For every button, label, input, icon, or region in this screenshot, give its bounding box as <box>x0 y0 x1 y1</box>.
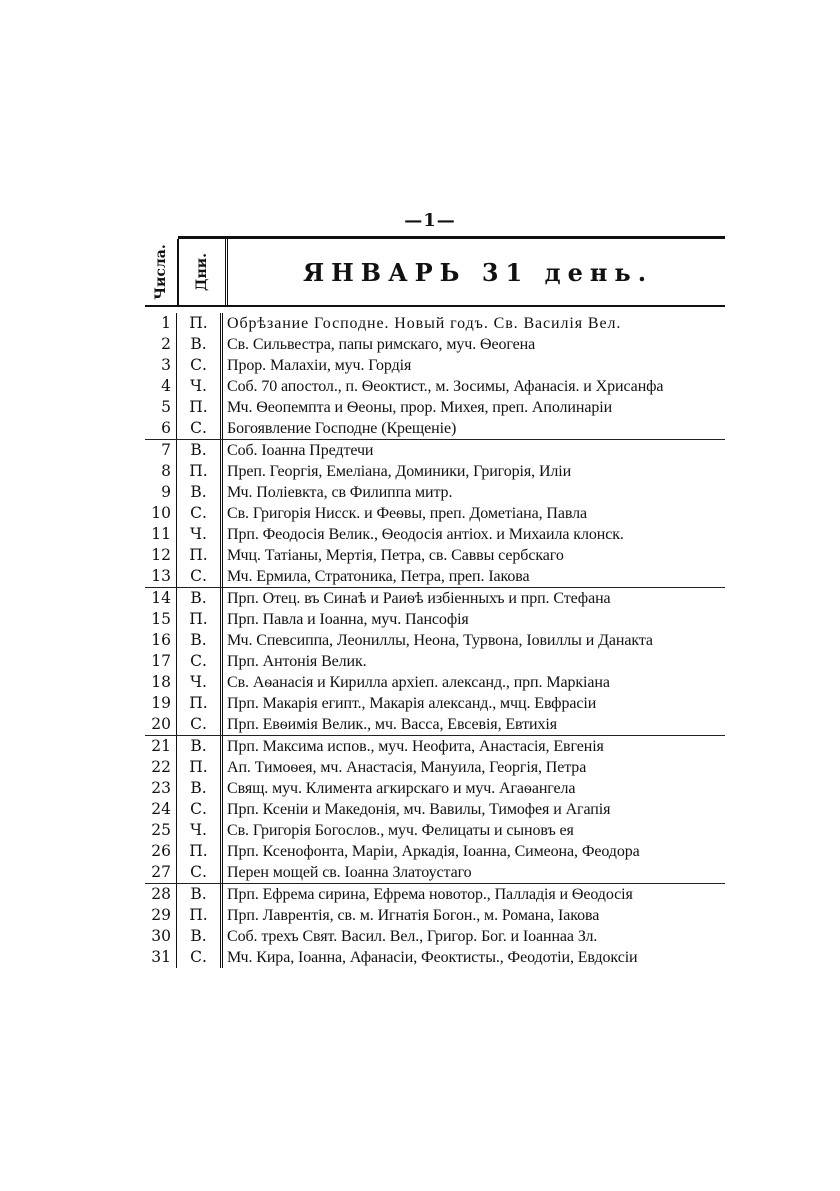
day-row <box>145 905 725 926</box>
week-block <box>145 736 725 884</box>
day-row <box>145 313 725 334</box>
feast-description: Прп. Ефрема сирина, Ефрема новотор., Палладія и Ѳеодосія <box>227 886 633 903</box>
weekday-abbr: П. <box>177 905 223 926</box>
day-number: 25 <box>145 820 177 841</box>
day-number: 18 <box>145 672 177 693</box>
day-number: 19 <box>145 693 177 714</box>
day-row <box>145 714 725 735</box>
day-number: 7 <box>145 440 177 461</box>
feast-description: Мч. Кира, Іоанна, Афанасіи, Феоктисты., Феодотіи, Евдоксіи <box>227 949 638 966</box>
header-numbers-column <box>145 239 179 305</box>
weekday-abbr: В. <box>177 482 223 503</box>
page-number: —1— <box>404 210 456 231</box>
feast-description: Св. Аѳанасія и Кирилла архіеп. александ., прп. Маркіана <box>227 674 610 691</box>
day-row <box>145 545 725 566</box>
day-number: 31 <box>145 947 177 968</box>
feast-description: Обрѣзание Господне. Новый годъ. Св. Василія Вел. <box>227 315 622 332</box>
day-number: 27 <box>145 862 177 883</box>
feast-description: Свящ. муч. Климента агкирскаго и муч. Агаѳангела <box>227 780 576 797</box>
day-row <box>145 334 725 355</box>
weekday-abbr: С. <box>177 714 223 735</box>
day-number: 17 <box>145 651 177 672</box>
weekday-abbr: П. <box>177 757 223 778</box>
header-numbers-label: Числа. <box>153 244 169 300</box>
weekday-abbr: С. <box>177 651 223 672</box>
weekday-abbr: С. <box>177 566 223 587</box>
weekday-abbr: С. <box>177 418 223 439</box>
day-number: 5 <box>145 397 177 418</box>
weekday-abbr: В. <box>177 334 223 355</box>
day-row <box>145 440 725 461</box>
feast-description: Мч. Ермила, Стратоника, Петра, преп. Іакова <box>227 568 530 585</box>
feast-description: Прп. Отец. въ Синаѣ и Раиѳѣ избіенныхъ и прп. Стефана <box>227 590 611 607</box>
day-row <box>145 947 725 968</box>
weekday-abbr: Ч. <box>177 820 223 841</box>
feast-description: Преп. Георгія, Емеліана, Доминики, Григорія, Иліи <box>227 463 572 480</box>
weekday-abbr: Ч. <box>177 376 223 397</box>
day-row <box>145 926 725 947</box>
feast-description: Прп. Максима испов., муч. Неофита, Анастасія, Евгенія <box>227 738 604 755</box>
feast-description: Прп. Евѳимія Велик., мч. Васса, Евсевія, Евтихія <box>227 716 557 733</box>
feast-description: Перен мощей св. Іоанна Златоустаго <box>227 864 472 881</box>
day-number: 30 <box>145 926 177 947</box>
day-row <box>145 418 725 439</box>
weekday-abbr: Ч. <box>177 524 223 545</box>
weekday-abbr: С. <box>177 503 223 524</box>
day-row <box>145 588 725 609</box>
feast-description: Прп. Макарія египт., Макарія александ., мчц. Евфрасіи <box>227 695 597 712</box>
header-days-column <box>179 239 228 305</box>
day-row <box>145 566 725 587</box>
day-row <box>145 778 725 799</box>
week-block <box>145 440 725 588</box>
weekday-abbr: П. <box>177 545 223 566</box>
day-row <box>145 524 725 545</box>
day-row <box>145 630 725 651</box>
day-row <box>145 397 725 418</box>
day-number: 14 <box>145 588 177 609</box>
feast-description: Прп. Феодосія Велик., Ѳеодосія антіох. и Михаила клонск. <box>227 526 624 543</box>
day-number: 21 <box>145 736 177 757</box>
weekday-abbr: С. <box>177 355 223 376</box>
day-number: 13 <box>145 566 177 587</box>
weekday-abbr: В. <box>177 926 223 947</box>
feast-description: Мчц. Татіаны, Мертія, Петра, св. Саввы сербскаго <box>227 547 564 564</box>
day-row <box>145 757 725 778</box>
day-row <box>145 841 725 862</box>
feast-description: Мч. Спевсиппа, Леониллы, Неона, Турвона, Іовиллы и Данакта <box>227 632 653 649</box>
january-calendar-table <box>145 236 725 968</box>
feast-description: Мч. Поліевкта, св Филиппа митр. <box>227 484 453 501</box>
day-row <box>145 862 725 883</box>
day-row <box>145 503 725 524</box>
day-row <box>145 799 725 820</box>
day-number: 3 <box>145 355 177 376</box>
feast-description: Прп. Антонія Велик. <box>227 653 367 670</box>
weekday-abbr: П. <box>177 609 223 630</box>
day-number: 2 <box>145 334 177 355</box>
weekday-abbr: Ч. <box>177 672 223 693</box>
day-number: 23 <box>145 778 177 799</box>
weekday-abbr: В. <box>177 630 223 651</box>
day-number: 24 <box>145 799 177 820</box>
month-rows <box>145 313 725 968</box>
feast-description: Мч. Ѳеопемпта и Ѳеоны, прор. Михея, преп. Аполинаріи <box>227 399 613 416</box>
weekday-abbr: П. <box>177 693 223 714</box>
feast-description: Прп. Павла и Іоанна, муч. Пансофія <box>227 611 469 628</box>
day-number: 4 <box>145 376 177 397</box>
weekday-abbr: В. <box>177 884 223 905</box>
day-row <box>145 736 725 757</box>
feast-description: Соб. трехъ Свят. Васил. Вел., Григор. Бог. и Іоаннаа Зл. <box>227 928 598 945</box>
day-number: 29 <box>145 905 177 926</box>
feast-description: Св. Сильвестра, папы римскаго, муч. Ѳеогена <box>227 336 536 353</box>
day-row <box>145 355 725 376</box>
day-number: 8 <box>145 461 177 482</box>
table-header <box>145 239 725 307</box>
day-row <box>145 609 725 630</box>
day-number: 10 <box>145 503 177 524</box>
weekday-abbr: В. <box>177 778 223 799</box>
weekday-abbr: В. <box>177 736 223 757</box>
feast-description: Богоявление Господне (Крещеніе) <box>227 420 457 437</box>
day-row <box>145 693 725 714</box>
day-row <box>145 482 725 503</box>
weekday-abbr: П. <box>177 397 223 418</box>
week-block <box>145 884 725 968</box>
day-row <box>145 672 725 693</box>
day-number: 6 <box>145 418 177 439</box>
day-number: 26 <box>145 841 177 862</box>
day-row <box>145 376 725 397</box>
day-number: 11 <box>145 524 177 545</box>
feast-description: Соб. Іоанна Предтечи <box>227 442 374 459</box>
week-block <box>145 588 725 736</box>
day-number: 15 <box>145 609 177 630</box>
weekday-abbr: С. <box>177 862 223 883</box>
day-row <box>145 884 725 905</box>
day-number: 20 <box>145 714 177 735</box>
feast-description: Ап. Тимоѳея, мч. Анастасія, Мануила, Георгія, Петра <box>227 759 587 776</box>
day-number: 1 <box>145 313 177 334</box>
weekday-abbr: С. <box>177 947 223 968</box>
day-number: 22 <box>145 757 177 778</box>
weekday-abbr: В. <box>177 588 223 609</box>
feast-description: Прп. Ксенофонта, Маріи, Аркадія, Іоанна, Симеона, Феодора <box>227 843 640 860</box>
weekday-abbr: П. <box>177 313 223 334</box>
feast-description: Прор. Малахіи, муч. Гордія <box>227 357 412 374</box>
day-number: 16 <box>145 630 177 651</box>
day-number: 28 <box>145 884 177 905</box>
week-block <box>145 313 725 440</box>
weekday-abbr: В. <box>177 440 223 461</box>
day-row <box>145 651 725 672</box>
month-title: ЯНВАРЬ 31 день. <box>302 257 654 287</box>
weekday-abbr: П. <box>177 841 223 862</box>
feast-description: Соб. 70 апостол., п. Ѳеоктист., м. Зосимы, Афанасія. и Хрисанфа <box>227 378 664 395</box>
weekday-abbr: П. <box>177 461 223 482</box>
day-row <box>145 461 725 482</box>
day-number: 9 <box>145 482 177 503</box>
day-row <box>145 820 725 841</box>
feast-description: Прп. Ксеніи и Македонія, мч. Вавилы, Тимофея и Агапія <box>227 801 611 818</box>
feast-description: Св. Григорія Нисск. и Феѳвы, преп. Дометіана, Павла <box>227 505 587 522</box>
weekday-abbr: С. <box>177 799 223 820</box>
day-number: 12 <box>145 545 177 566</box>
header-days-label: Дни. <box>194 253 210 291</box>
feast-description: Св. Григорія Богослов., муч. Фелицаты и сыновъ ея <box>227 822 574 839</box>
feast-description: Прп. Лаврентія, св. м. Игнатія Богон., м. Романа, Іакова <box>227 907 600 924</box>
